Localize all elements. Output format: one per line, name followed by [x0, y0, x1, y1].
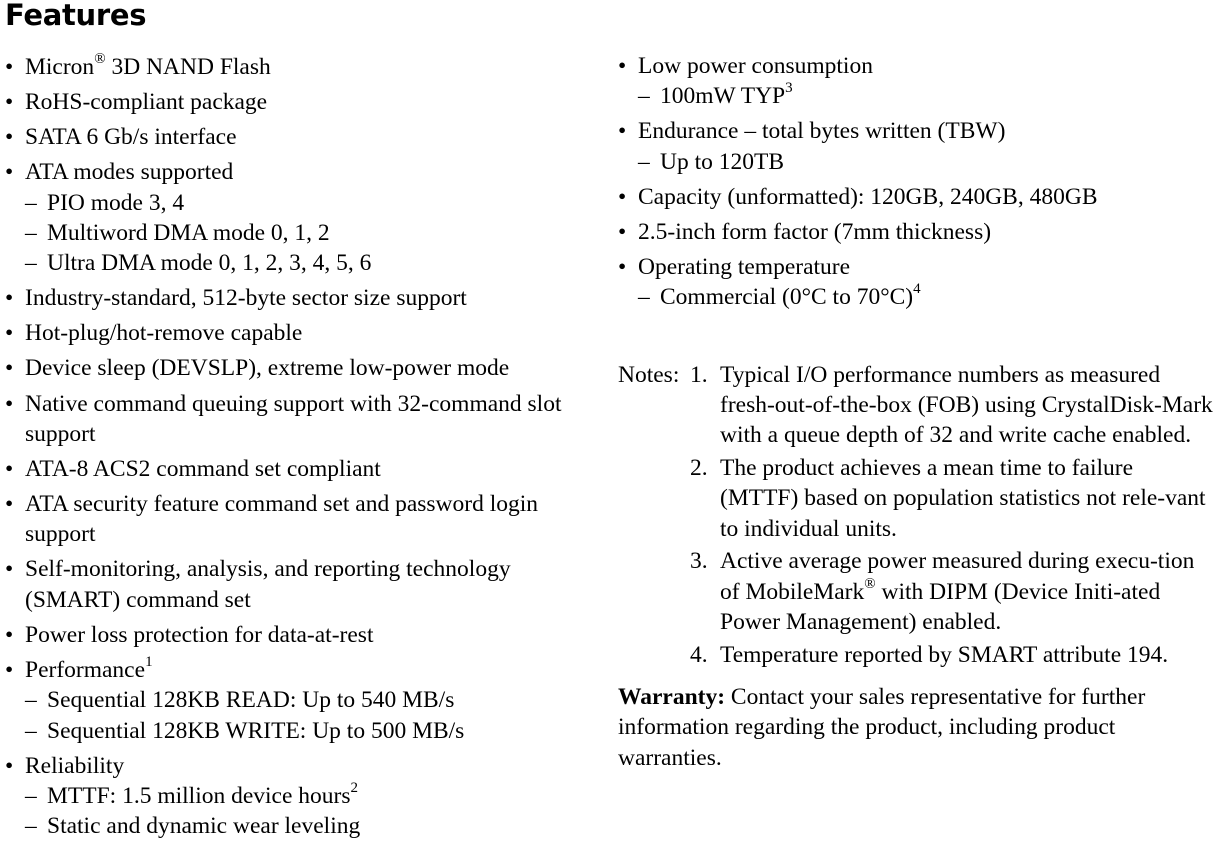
- feature-item: [5, 353, 595, 383]
- notes-label: Notes:: [618, 361, 680, 388]
- warranty-label: Warranty:: [618, 684, 726, 711]
- note-item: [690, 453, 1214, 544]
- note-text: The product achieves a mean time to failure (MTTF) based on population statistics not rele-vant to individual units.: [720, 454, 1206, 542]
- feature-subitem: [638, 81, 1214, 111]
- feature-item: [5, 318, 595, 348]
- features-right-column: [618, 51, 1214, 773]
- feature-item: [5, 489, 595, 550]
- feature-text: Micron: [25, 54, 95, 80]
- note-superscript: ®: [864, 575, 876, 592]
- feature-sublist: [25, 188, 595, 279]
- feature-subitem-text: Up to 120TB: [660, 148, 785, 175]
- note-number: 3.: [690, 548, 708, 575]
- feature-text: Reliability: [25, 752, 125, 779]
- note-item: [690, 360, 1214, 451]
- feature-text: Native command queuing support with 32-command slot support: [25, 390, 562, 447]
- notes-section: [618, 360, 1214, 670]
- feature-item: [5, 454, 595, 484]
- feature-text: RoHS-compliant package: [25, 89, 268, 116]
- feature-text: Endurance – total bytes written (TBW): [638, 118, 1006, 145]
- note-text-after: with DIPM (Device Initi-ated Power Management) enabled.: [720, 578, 1161, 635]
- feature-subitem: [25, 218, 595, 248]
- feature-text: 2.5-inch form factor (7mm thickness): [638, 218, 992, 245]
- feature-text: Self-monitoring, analysis, and reporting technology (SMART) command set: [25, 556, 511, 613]
- feature-sublist: [25, 781, 595, 842]
- feature-subitem: [25, 781, 595, 811]
- feature-subitem-text: Multiword DMA mode 0, 1, 2: [47, 219, 330, 246]
- note-text: Temperature reported by SMART attribute 194.: [720, 641, 1169, 668]
- feature-item: [5, 389, 595, 450]
- feature-text: ATA security feature command set and password login support: [25, 491, 539, 548]
- feature-subitem: [25, 188, 595, 218]
- feature-item: [618, 116, 1214, 177]
- note-item: [690, 546, 1214, 637]
- feature-sublist: [25, 685, 595, 746]
- feature-subitem-text: Commercial (0°C to 70°C): [660, 284, 914, 311]
- feature-subitem: [638, 147, 1214, 177]
- feature-subitem-superscript: 4: [913, 281, 921, 298]
- feature-subitem: [638, 282, 1214, 312]
- feature-subitem: [25, 248, 595, 278]
- feature-text: ATA-8 ACS2 command set compliant: [25, 455, 381, 482]
- feature-subitem: [25, 811, 595, 841]
- feature-text: SATA 6 Gb/s interface: [25, 124, 237, 151]
- feature-item: [5, 655, 595, 746]
- note-text: Active average power measured during execu-tion of MobileMark: [720, 548, 1195, 605]
- feature-superscript: ®: [94, 51, 106, 68]
- note-number: 2.: [690, 454, 708, 481]
- feature-subitem-text: Static and dynamic wear leveling: [47, 813, 361, 840]
- feature-text: Hot-plug/hot-remove capable: [25, 320, 303, 347]
- feature-subitem-superscript: 3: [785, 80, 793, 97]
- note-text: Typical I/O performance numbers as measured fresh-out-of-the-box (FOB) using CrystalDisk-Mark with a queue depth of 32 and write cache enabled.: [720, 361, 1213, 449]
- feature-sublist: [638, 81, 1214, 111]
- feature-item: [5, 122, 595, 152]
- feature-subitem: [25, 716, 595, 746]
- warranty-text: Contact your sales representative for further information regarding the product, including product warranties.: [618, 684, 1146, 771]
- feature-item: [5, 620, 595, 650]
- features-list-left: [5, 52, 595, 841]
- feature-text: Capacity (unformatted): 120GB, 240GB, 480GB: [638, 183, 1098, 210]
- feature-item: [5, 283, 595, 313]
- feature-item: [5, 554, 595, 615]
- feature-text: Industry-standard, 512-byte sector size support: [25, 285, 467, 312]
- feature-subitem-text: PIO mode 3, 4: [47, 189, 185, 216]
- feature-subitem: [25, 685, 595, 715]
- feature-subitem-text: Sequential 128KB READ: Up to 540 MB/s: [47, 687, 455, 714]
- feature-text: Device sleep (DEVSLP), extreme low-power mode: [25, 355, 510, 382]
- page-title: Features: [5, 0, 147, 32]
- features-left-column: [5, 52, 595, 846]
- feature-item: [618, 182, 1214, 212]
- feature-item: [618, 217, 1214, 247]
- feature-subitem-text: 100mW TYP: [660, 83, 786, 110]
- feature-sublist: [638, 147, 1214, 177]
- feature-text-after: 3D NAND Flash: [105, 54, 271, 80]
- note-number: 1.: [690, 361, 708, 388]
- feature-text: ATA modes supported: [25, 159, 234, 186]
- feature-text: Operating temperature: [638, 253, 851, 280]
- feature-text: Power loss protection for data-at-rest: [25, 621, 374, 648]
- feature-item: [5, 751, 595, 842]
- feature-subitem-text: MTTF: 1.5 million device hours: [47, 782, 351, 809]
- notes-list: [618, 360, 1214, 670]
- warranty-paragraph: [618, 682, 1214, 773]
- feature-text: Low power consumption: [638, 53, 873, 79]
- features-list-right: [618, 51, 1214, 313]
- note-item: [690, 640, 1214, 670]
- note-number: 4.: [690, 641, 708, 668]
- feature-item: [5, 52, 595, 82]
- feature-text: Performance: [25, 656, 146, 683]
- feature-subitem-text: Ultra DMA mode 0, 1, 2, 3, 4, 5, 6: [47, 250, 372, 277]
- feature-item: [618, 51, 1214, 112]
- feature-subitem-superscript: 2: [350, 780, 359, 797]
- feature-subitem-text: Sequential 128KB WRITE: Up to 500 MB/s: [47, 717, 465, 744]
- feature-sublist: [638, 282, 1214, 312]
- feature-item: [5, 87, 595, 117]
- feature-item: [5, 157, 595, 278]
- feature-superscript: 1: [145, 654, 153, 671]
- feature-item: [618, 252, 1214, 313]
